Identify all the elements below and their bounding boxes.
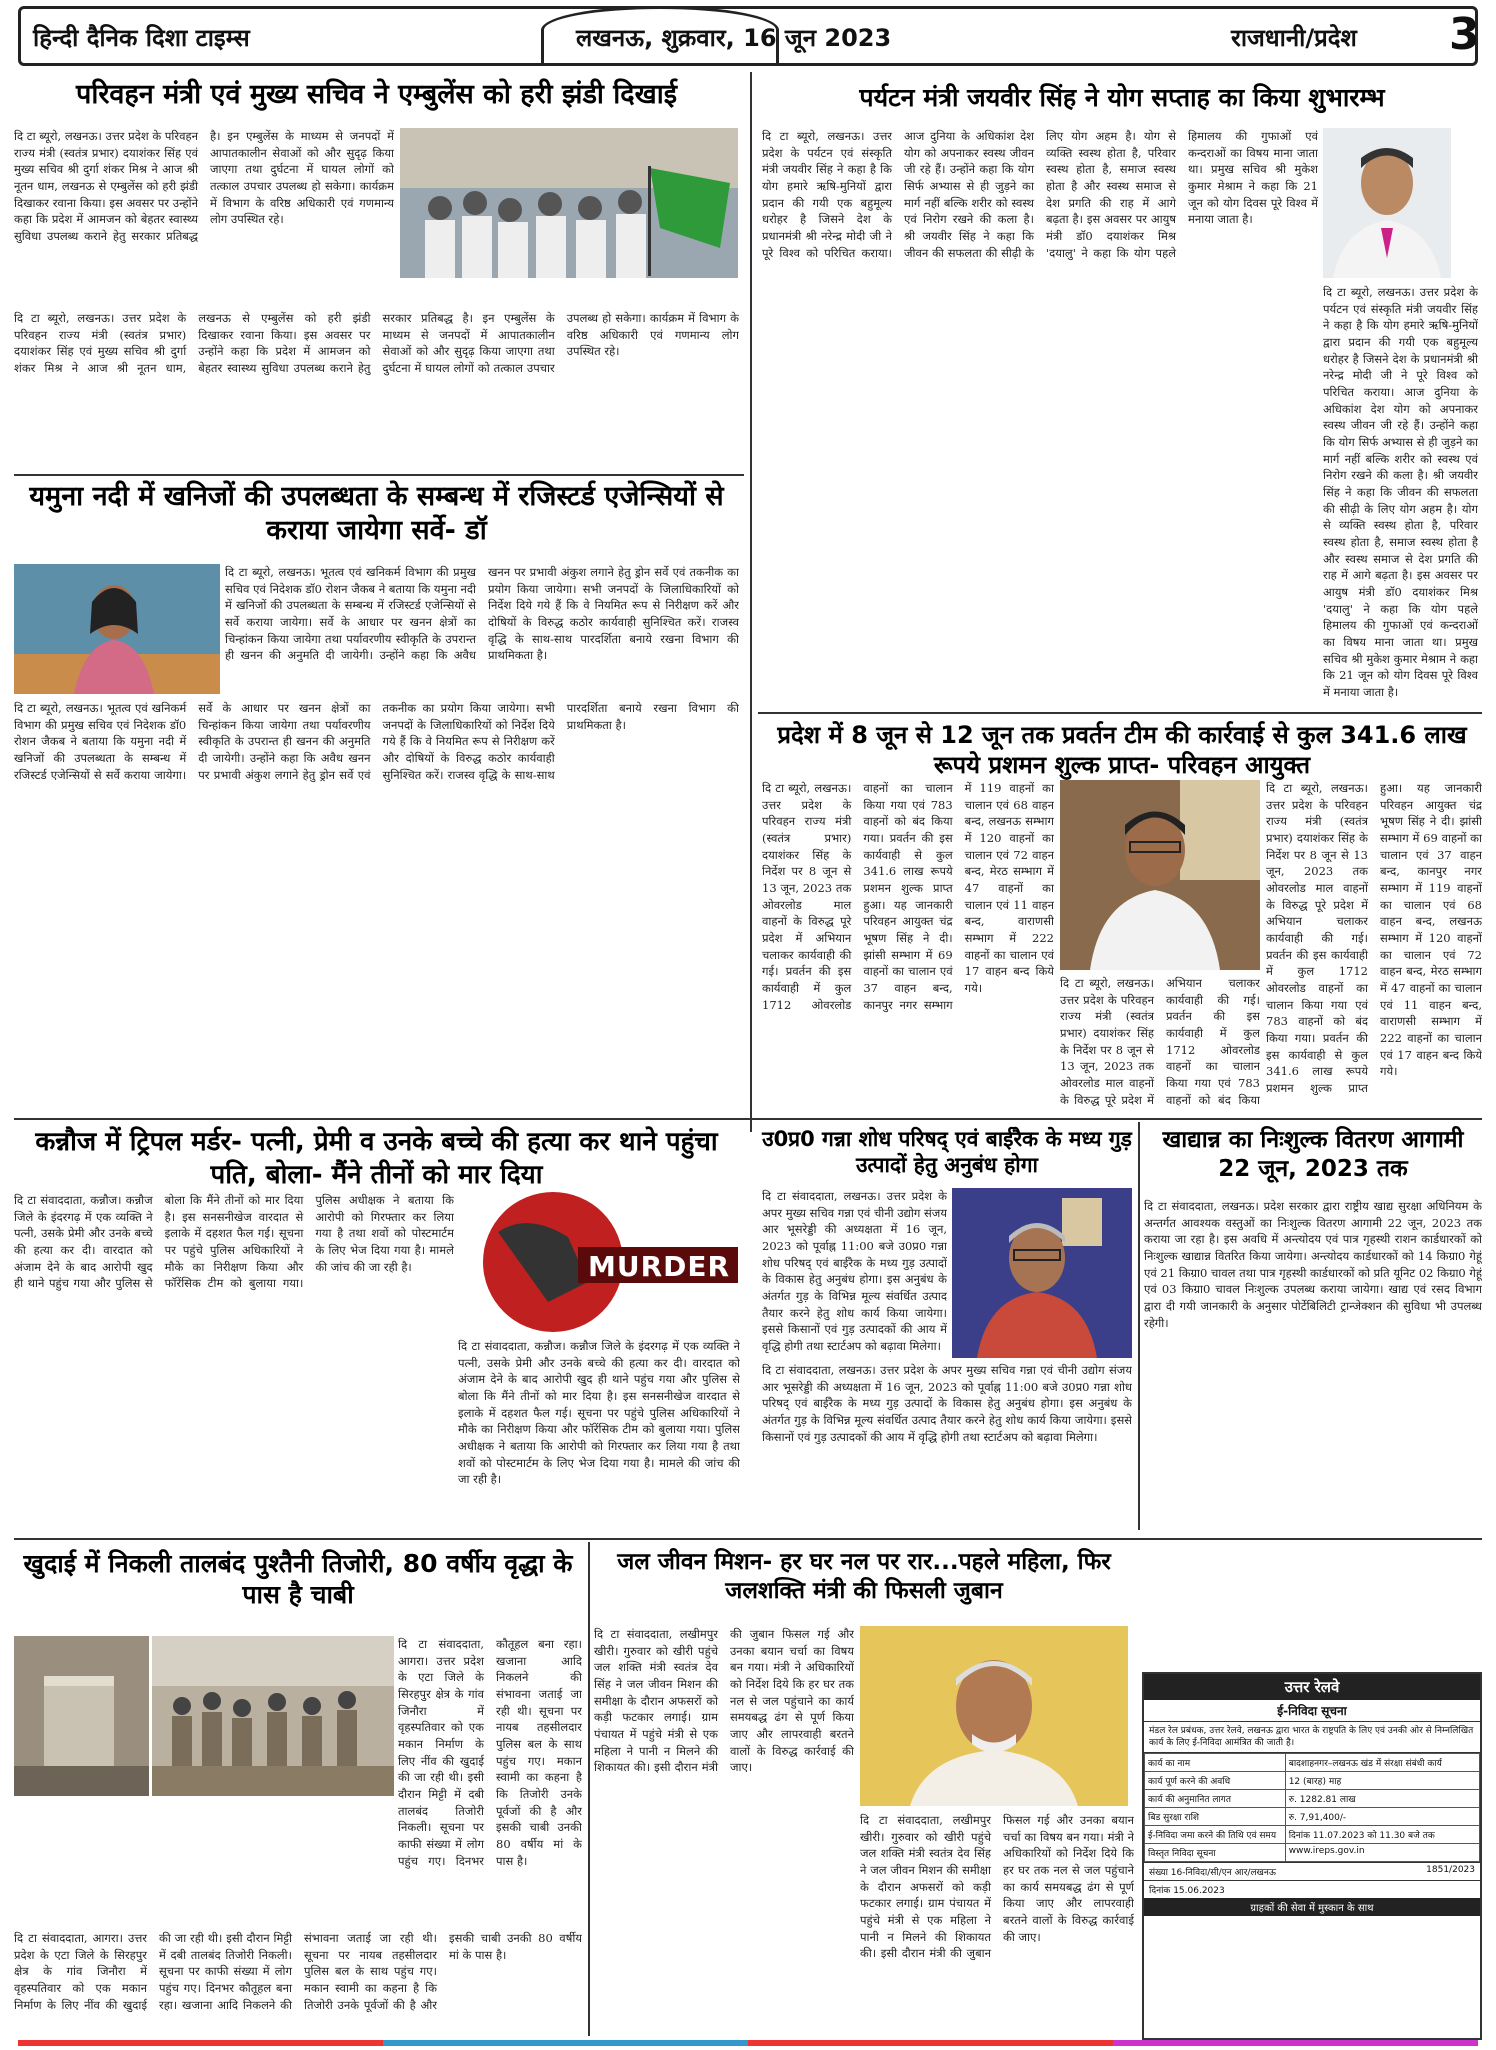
table-row xyxy=(1145,1808,1480,1826)
table-row xyxy=(1145,1790,1480,1808)
page-number: 3 xyxy=(1449,9,1480,60)
tender-code: 1851/2023 xyxy=(1426,1865,1475,1876)
tender-label: कार्य पूर्ण करने की अवधि xyxy=(1145,1772,1286,1790)
transport-commissioner-photo xyxy=(1060,780,1260,970)
body-ganna-continued: दि टा संवाददाता, लखनऊ। उत्तर प्रदेश के अपर मुख्य सचिव गन्ना एवं चीनी उद्योग संजय आर भूसरेड्डी की अध्यक्षता में 16 जून, 2023 को पूर्वाह्न 11:00 बजे उ0प्र0 गन्ना शोध परिषद् एवं बाईरैक के मध्य गुड़ उत्पादों के विकास हेतु अनुबंध होगा। इस अनुबंध के अंतर्गत गुड़ के विभिन्न मूल्य संवर्धित उत्पाद तैयार करने हेतु शोध कार्य किया जायेगा। इससे किसानों एवं गुड़ उत्पादकों की आय में वृद्धि होगी तथा स्टार्टअप को बढ़ावा मिलेगा। xyxy=(762,1363,1132,1444)
tender-value: बादशाहनगर–लखनऊ खंड में संरक्षा संबंधी कार्य xyxy=(1285,1754,1479,1772)
masthead xyxy=(18,6,1478,66)
body-transport: दि टा ब्यूरो, लखनऊ। उत्तर प्रदेश के परिवहन राज्य मंत्री (स्वतंत्र प्रभार) दयाशंकर सिंह के निर्देश पर 8 जून से 13 जून, 2023 तक ओवरलोड माल वाहनों के विरुद्ध पूरे प्रदेश में अभियान चलाकर कार्यवाही की गई। प्रवर्तन की इस कार्यवाही में कुल 1712 ओवरलोड वाहनों का चालान किया गया एवं 783 वाहनों को बंद किया गया। प्रवर्तन की इस कार्यवाही से कुल 341.6 लाख रूपये प्रशमन शुल्क प्राप्त हुआ। यह जानकारी परिवहन आयुक्त चंद्र भूषण सिंह ने दी। झांसी सम्भाग में 69 वाहनों का चालान एवं 37 वाहन बन्द, कानपुर नगर सम्भाग में 119 वाहनों का चालान एवं 68 वाहन बन्द, लखनऊ सम्भाग में 120 वाहनों का चालान एवं 72 वाहन बन्द, मेरठ सम्भाग में 47 वाहनों का चालान एवं 11 वाहन बन्द, वाराणसी सम्भाग में 222 वाहनों का चालान एवं 17 वाहन बन्द किये गये। xyxy=(762,781,1054,1012)
tender-label: ई-निविदा जमा करने की तिथि एवं समय xyxy=(1145,1826,1286,1844)
tender-notice-date: दिनांक 15.06.2023 xyxy=(1149,1886,1225,1897)
tijori-photo-crowd xyxy=(152,1636,394,1796)
tender-footer-date xyxy=(1144,1880,1480,1898)
table-row xyxy=(1145,1772,1480,1790)
tender-org: उत्तर रेलवे xyxy=(1144,1674,1480,1700)
divider xyxy=(14,474,744,476)
tender-title: ई-निविदा सूचना xyxy=(1144,1700,1480,1722)
tender-intro: मंडल रेल प्रबंधक, उत्तर रेलवे, लखनऊ द्वारा भारत के राष्ट्रपति के लिए एवं उनकी ओर से निम्नलिखित कार्य के लिए ई-निविदा आमंत्रित की जाती है। xyxy=(1144,1722,1480,1753)
body-ambulance: दि टा ब्यूरो, लखनऊ। उत्तर प्रदेश के परिवहन राज्य मंत्री (स्वतंत्र प्रभार) दयाशंकर सिंह एवं मुख्य सचिव श्री दुर्गा शंकर मिश्र ने आज श्री नूतन धाम, लखनऊ से एम्बुलेंस को हरी झंडी दिखाकर रवाना किया। इस अवसर पर उन्होंने कहा कि प्रदेश में आमजन को बेहतर स्वास्थ्य सुविधा उपलब्ध कराने हेतु सरकार प्रतिबद्ध है। इन एम्बुलेंस के माध्यम से जनपदों में आपातकालीन सेवाओं को और सुदृढ़ किया जाएगा तथा दुर्घटना में घायल लोगों को तत्काल उपचार उपलब्ध हो सकेगा। कार्यक्रम में विभाग के वरिष्ठ अधिकारी एवं गणमान्य लोग उपस्थित रहे। xyxy=(14,129,394,244)
body-yoga-continued: दि टा ब्यूरो, लखनऊ। उत्तर प्रदेश के पर्यटन एवं संस्कृति मंत्री जयवीर सिंह ने कहा है कि योग हमारे ऋषि-मुनियों द्वारा प्रदान की गयी एक बहुमूल्य धरोहर है जिसने देश के प्रधानमंत्री श्री नरेन्द्र मोदी जी ने पूरे विश्व को परिचित कराया। आज दुनिया के अधिकांश देश योग को अपनाकर स्वस्थ जीवन जी रहे हैं। उन्होंने कहा कि योग सिर्फ अभ्यास से ही जुड़ने का मार्ग नहीं बल्कि शरीर को स्वस्थ एवं निरोग रखने की कला है। श्री जयवीर सिंह ने कहा कि जीवन की सफलता की सीढ़ी के लिए योग अहम है। योग से व्यक्ति स्वस्थ होता है, परिवार स्वस्थ होता है, समाज स्वस्थ होता है और स्वस्थ समाज से देश प्रगति की राह में आगे बढ़ता है। इस अवसर पर आयुष मंत्री डॉ0 दयाशंकर मिश्र 'दयालु' ने कहा कि योग पहले हिमालय की गुफाओं एवं कन्दराओं का विषय माना जाता था। प्रमुख सचिव श्री मुकेश कुमार मेश्राम ने कहा कि 21 जून को योग दिवस पूरे विश्व में मनाया जाता है। xyxy=(1323,285,1478,700)
tender-value: www.ireps.gov.in xyxy=(1285,1844,1479,1862)
jalshakti-minister-photo xyxy=(860,1626,1128,1806)
divider xyxy=(1138,1122,1140,1530)
body-jaljeevan-continued: दि टा संवाददाता, लखीमपुर खीरी। गुरुवार को खीरी पहुंचे जल शक्ति मंत्री स्वतंत्र देव सिंह ने जल जीवन मिशन की समीक्षा के दौरान अफसरों को कड़ी फटकार लगाई। ग्राम पंचायत में पहुंचे मंत्री से एक महिला ने पानी न मिलने की शिकायत की। इसी दौरान मंत्री की जुबान फिसल गई और उनका बयान चर्चा का विषय बन गया। मंत्री ने अधिकारियों को निर्देश दिये कि हर घर तक नल से जल पहुंचाने का कार्य समयबद्ध ढंग से पूर्ण किया जाए और लापरवाही बरतने वालों के विरुद्ध कार्रवाई की जाए। xyxy=(860,1813,1134,1961)
body-yamuna-continued: दि टा ब्यूरो, लखनऊ। भूतत्व एवं खनिकर्म विभाग की प्रमुख सचिव एवं निदेशक डॉ0 रोशन जैकब ने बताया कि यमुना नदी में खनिजों की उपलब्धता के सम्बन्ध में रजिस्टर्ड एजेन्सियों से सर्वे कराया जायेगा। सर्वे के आधार पर खनन क्षेत्रों का चिन्हांकन किया जायेगा तथा पर्यावरणीय स्वीकृति के उपरान्त ही खनन की अनुमति दी जायेगी। उन्होंने कहा कि अवैध खनन पर प्रभावी अंकुश लगाने हेतु ड्रोन सर्वे एवं तकनीक का प्रयोग किया जायेगा। सभी जनपदों के जिलाधिकारियों को निर्देश दिये गये हैं कि वे नियमित रूप से निरीक्षण करें और दोषियों के विरुद्ध कठोर कार्यवाही सुनिश्चित करें। राजस्व वृद्धि के साथ-साथ पारदर्शिता बनाये रखना विभाग की प्राथमिकता है। xyxy=(14,701,739,782)
tender-notice xyxy=(1142,1672,1482,2040)
tender-label: कार्य का नाम xyxy=(1145,1754,1286,1772)
body-ambulance-continued: दि टा ब्यूरो, लखनऊ। उत्तर प्रदेश के परिवहन राज्य मंत्री (स्वतंत्र प्रभार) दयाशंकर सिंह एवं मुख्य सचिव श्री दुर्गा शंकर मिश्र ने आज श्री नूतन धाम, लखनऊ से एम्बुलेंस को हरी झंडी दिखाकर रवाना किया। इस अवसर पर उन्होंने कहा कि प्रदेश में आमजन को बेहतर स्वास्थ्य सुविधा उपलब्ध कराने हेतु सरकार प्रतिबद्ध है। इन एम्बुलेंस के माध्यम से जनपदों में आपातकालीन सेवाओं को और सुदृढ़ किया जाएगा तथा दुर्घटना में घायल लोगों को तत्काल उपचार उपलब्ध हो सकेगा। कार्यक्रम में विभाग के वरिष्ठ अधिकारी एवं गणमान्य लोग उपस्थित रहे। xyxy=(14,311,739,376)
tender-notice-number: संख्या 16-निविदा/सी/एन आर/लखनऊ xyxy=(1149,1868,1276,1879)
body-transport-bottom: दि टा ब्यूरो, लखनऊ। उत्तर प्रदेश के परिवहन राज्य मंत्री (स्वतंत्र प्रभार) दयाशंकर सिंह के निर्देश पर 8 जून से 13 जून, 2023 तक ओवरलोड माल वाहनों के विरुद्ध पूरे प्रदेश में अभियान चलाकर कार्यवाही की गई। प्रवर्तन की इस कार्यवाही में कुल 1712 ओवरलोड वाहनों का चालान किया गया एवं 783 वाहनों को बंद किया xyxy=(1060,976,1260,1107)
headline-transport: प्रदेश में 8 जून से 12 जून तक प्रवर्तन टीम की कार्रवाई से कुल 341.6 लाख रूपये प्रशमन शुल्क प्राप्त- परिवहन आयुक्त xyxy=(777,721,1467,779)
body-ganna: दि टा संवाददाता, लखनऊ। उत्तर प्रदेश के अपर मुख्य सचिव गन्ना एवं चीनी उद्योग संजय आर भूसरेड्डी की अध्यक्षता में 16 जून, 2023 को पूर्वाह्न 11:00 बजे उ0प्र0 गन्ना शोध परिषद् एवं बाईरैक के मध्य गुड़ उत्पादों के विकास हेतु अनुबंध होगा। इस अनुबंध के अंतर्गत गुड़ के विभिन्न मूल्य संवर्धित उत्पाद तैयार करने हेतु शोध कार्य किया जायेगा। इससे किसानों एवं गुड़ उत्पादकों की आय में वृद्धि होगी तथा स्टार्टअप को बढ़ावा मिलेगा। xyxy=(762,1189,947,1354)
table-row xyxy=(1145,1826,1480,1844)
headline-jaljeevan: जल जीवन मिशन- हर घर नल पर रार...पहले महिला, फिर जलशक्ति मंत्री की फिसली जुबान xyxy=(617,1549,1111,1604)
tender-value: 12 (बारह) माह xyxy=(1285,1772,1479,1790)
body-tijori: दि टा संवाददाता, आगरा। उत्तर प्रदेश के एटा जिले के सिरहपुर क्षेत्र के गांव जिनौरा में वृहस्पतिवार को एक मकान निर्माण के लिए नींव की खुदाई की जा रही थी। इसी दौरान मिट्टी में दबी तालबंद तिजोरी निकली। सूचना पर काफी संख्या में लोग पहुंच गए। दिनभर कौतूहल बना रहा। खजाना आदि निकलने की संभावना जताई जा रही थी। सूचना पर नायब तहसीलदार पुलिस बल के साथ पहुंच गए। मकान स्वामी का कहना है कि तिजोरी उनके पूर्वजों की है और इसकी चाबी उनकी 80 वर्षीय मां के पास है। xyxy=(14,1931,582,2012)
divider xyxy=(14,1118,1482,1120)
table-row xyxy=(1145,1754,1480,1772)
tender-slogan: ग्राहकों की सेवा में मुस्कान के साथ xyxy=(1144,1898,1480,1916)
ganna-official-photo xyxy=(952,1188,1132,1358)
ambulance-photo xyxy=(400,128,738,278)
table-row xyxy=(1145,1844,1480,1862)
body-yoga: दि टा ब्यूरो, लखनऊ। उत्तर प्रदेश के पर्यटन एवं संस्कृति मंत्री जयवीर सिंह ने कहा है कि योग हमारे ऋषि-मुनियों द्वारा प्रदान की गयी एक बहुमूल्य धरोहर है जिसने देश के प्रधानमंत्री श्री नरेन्द्र मोदी जी ने पूरे विश्व को परिचित कराया। आज दुनिया के अधिकांश देश योग को अपनाकर स्वस्थ जीवन जी रहे हैं। उन्होंने कहा कि योग सिर्फ अभ्यास से ही जुड़ने का मार्ग नहीं बल्कि शरीर को स्वस्थ एवं निरोग रखने की कला है। श्री जयवीर सिंह ने कहा कि जीवन की सफलता की सीढ़ी के लिए योग अहम है। योग से व्यक्ति स्वस्थ होता है, परिवार स्वस्थ होता है, समाज स्वस्थ होता है और स्वस्थ समाज से देश प्रगति की राह में आगे बढ़ता है। इस अवसर पर आयुष मंत्री डॉ0 दयाशंकर मिश्र 'दयालु' ने कहा कि योग पहले हिमालय की गुफाओं एवं कन्दराओं का विषय माना जाता था। प्रमुख सचिव श्री मुकेश कुमार मेश्राम ने कहा कि 21 जून को योग दिवस पूरे विश्व में मनाया जाता है। xyxy=(762,129,1318,260)
jaiveer-singh-photo xyxy=(1323,128,1451,278)
paper-name: हिन्दी दैनिक दिशा टाइम्स xyxy=(33,24,250,52)
headline-khadyann: खाद्यान्न का निःशुल्क वितरण आगामी 22 जून, 2023 तक xyxy=(1162,1127,1464,1182)
headline-yamuna: यमुना नदी में खनिजों की उपलब्धता के सम्बन्ध में रजिस्टर्ड एजेन्सियों से कराया जायेगा सर्वे- डॉ xyxy=(29,481,724,546)
headline-yoga: पर्यटन मंत्री जयवीर सिंह ने योग सप्ताह का किया शुभारम्भ xyxy=(859,83,1385,112)
body-kannauj: दि टा संवाददाता, कन्नौज। कन्नौज जिले के इंदरगढ़ में एक व्यक्ति ने पत्नी, उसके प्रेमी और उनके बच्चे की हत्या कर दी। वारदात को अंजाम देने के बाद आरोपी खुद ही थाने पहुंच गया और पुलिस से बोला कि मैंने तीनों को मार दिया है। इस सनसनीखेज वारदात से इलाके में दहशत फैल गई। सूचना पर पहुंचे पुलिस अधिकारियों ने मौके का निरीक्षण किया और फॉरेंसिक टीम को बुलाया गया। पुलिस अधीक्षक ने बताया कि आरोपी को गिरफ्तार कर लिया गया है तथा शवों को पोस्टमार्टम के लिए भेज दिया गया है। मामले की जांच की जा रही है। xyxy=(14,1193,454,1291)
tender-label: कार्य की अनुमानित लागत xyxy=(1145,1790,1286,1808)
section-name: राजधानी/प्रदेश xyxy=(1231,24,1357,52)
divider xyxy=(750,72,752,1132)
headline-tijori: खुदाई में निकली तालबंद पुश्तैनी तिजोरी, 80 वर्षीय वृद्धा के पास है चाबी xyxy=(23,1549,573,1610)
footer-color-bar xyxy=(18,2040,1478,2046)
tijori-photo-left xyxy=(14,1636,149,1796)
body-transport-continued: दि टा ब्यूरो, लखनऊ। उत्तर प्रदेश के परिवहन राज्य मंत्री (स्वतंत्र प्रभार) दयाशंकर सिंह के निर्देश पर 8 जून से 13 जून, 2023 तक ओवरलोड माल वाहनों के विरुद्ध पूरे प्रदेश में अभियान चलाकर कार्यवाही की गई। प्रवर्तन की इस कार्यवाही में कुल 1712 ओवरलोड वाहनों का चालान किया गया एवं 783 वाहनों को बंद किया गया। प्रवर्तन की इस कार्यवाही से कुल 341.6 लाख रूपये प्रशमन शुल्क प्राप्त हुआ। यह जानकारी परिवहन आयुक्त चंद्र भूषण सिंह ने दी। झांसी सम्भाग में 69 वाहनों का चालान एवं 37 वाहन बन्द, कानपुर नगर सम्भाग में 119 वाहनों का चालान एवं 68 वाहन बन्द, लखनऊ सम्भाग में 120 वाहनों का चालान एवं 72 वाहन बन्द, मेरठ सम्भाग में 47 वाहनों का चालान एवं 11 वाहन बन्द, वाराणसी सम्भाग में 222 वाहनों का चालान एवं 17 वाहन बन्द किये गये। xyxy=(1266,781,1482,1096)
body-yamuna: दि टा ब्यूरो, लखनऊ। भूतत्व एवं खनिकर्म विभाग की प्रमुख सचिव एवं निदेशक डॉ0 रोशन जैकब ने बताया कि यमुना नदी में खनिजों की उपलब्धता के सम्बन्ध में रजिस्टर्ड एजेन्सियों से सर्वे कराया जायेगा। सर्वे के आधार पर खनन क्षेत्रों का चिन्हांकन किया जायेगा तथा पर्यावरणीय स्वीकृति के उपरान्त ही खनन की अनुमति दी जायेगी। उन्होंने कहा कि अवैध खनन पर प्रभावी अंकुश लगाने हेतु ड्रोन सर्वे एवं तकनीक का प्रयोग किया जायेगा। सभी जनपदों के जिलाधिकारियों को निर्देश दिये गये हैं कि वे नियमित रूप से निरीक्षण करें और दोषियों के विरुद्ध कठोर कार्यवाही सुनिश्चित करें। राजस्व वृद्धि के साथ-साथ पारदर्शिता बनाये रखना विभाग की प्राथमिकता है। xyxy=(225,565,739,663)
murder-photo-caption: MURDER xyxy=(588,1250,731,1283)
tender-value: रु. 7,91,400/- xyxy=(1285,1808,1479,1826)
divider xyxy=(758,712,1482,714)
official-photo xyxy=(14,564,220,694)
body-tijori-side: दि टा संवाददाता, आगरा। उत्तर प्रदेश के एटा जिले के सिरहपुर क्षेत्र के गांव जिनौरा में वृहस्पतिवार को एक मकान निर्माण के लिए नींव की खुदाई की जा रही थी। इसी दौरान मिट्टी में दबी तालबंद तिजोरी निकली। सूचना पर काफी संख्या में लोग पहुंच गए। दिनभर कौतूहल बना रहा। खजाना आदि निकलने की संभावना जताई जा रही थी। सूचना पर नायब तहसीलदार पुलिस बल के साथ पहुंच गए। मकान स्वामी का कहना है कि तिजोरी उनके पूर्वजों की है और इसकी चाबी उनकी 80 वर्षीय मां के पास है। xyxy=(398,1637,582,1868)
tender-label: विस्तृत निविदा सूचना xyxy=(1145,1844,1286,1862)
headline-kannauj: कन्नौज में ट्रिपल मर्डर- पत्नी, प्रेमी व उनके बच्चे की हत्या कर थाने पहुंचा पति, बोला- मैंने तीनों को मार दिया xyxy=(35,1127,718,1190)
tender-table xyxy=(1144,1753,1480,1862)
body-jaljeevan: दि टा संवाददाता, लखीमपुर खीरी। गुरुवार को खीरी पहुंचे जल शक्ति मंत्री स्वतंत्र देव सिंह ने जल जीवन मिशन की समीक्षा के दौरान अफसरों को कड़ी फटकार लगाई। ग्राम पंचायत में पहुंचे मंत्री से एक महिला ने पानी न मिलने की शिकायत की। इसी दौरान मंत्री की जुबान फिसल गई और उनका बयान चर्चा का विषय बन गया। मंत्री ने अधिकारियों को निर्देश दिये कि हर घर तक नल से जल पहुंचाने का कार्य समयबद्ध ढंग से पूर्ण किया जाए और लापरवाही बरतने वालों के विरुद्ध कार्रवाई की जाए। xyxy=(594,1627,854,1775)
body-khadyann: दि टा संवाददाता, लखनऊ। प्रदेश सरकार द्वारा राष्ट्रीय खाद्य सुरक्षा अधिनियम के अन्तर्गत आवश्यक वस्तुओं का निःशुल्क वितरण आगामी 22 जून, 2023 तक कराया जा रहा है। इस अवधि में अन्त्योदय एवं पात्र गृहस्थी राशन कार्डधारकों को निःशुल्क खाद्यान्न वितरित किया जायेगा। अन्त्योदय कार्डधारकों को 14 किग्रा0 गेहूं एवं 21 किग्रा0 चावल तथा पात्र गृहस्थी कार्डधारकों को प्रति यूनिट 02 किग्रा0 गेहूं एवं 03 किग्रा0 चावल निःशुल्क उपलब्ध कराया जायेगा। खाद्य एवं रसद विभाग द्वारा दी गयी जानकारी के अनुसार पोर्टेबिलिटी ट्रान्जेक्शन की सुविधा भी उपलब्ध रहेगी। xyxy=(1144,1199,1482,1330)
tender-value: रु. 1282.81 लाख xyxy=(1285,1790,1479,1808)
tender-value: दिनांक 11.07.2023 को 11.30 बजे तक xyxy=(1285,1826,1479,1844)
murder-photo xyxy=(458,1192,740,1332)
dateline: लखनऊ, शुक्रवार, 16 जून 2023 xyxy=(576,24,892,52)
divider xyxy=(14,1538,1482,1540)
tender-footer xyxy=(1144,1862,1480,1880)
headline-ambulance: परिवहन मंत्री एवं मुख्य सचिव ने एम्बुलेंस को हरी झंडी दिखाई xyxy=(76,79,677,110)
divider xyxy=(588,1542,590,2036)
tender-label: बिड सुरक्षा राशि xyxy=(1145,1808,1286,1826)
body-kannauj-continued: दि टा संवाददाता, कन्नौज। कन्नौज जिले के इंदरगढ़ में एक व्यक्ति ने पत्नी, उसके प्रेमी और उनके बच्चे की हत्या कर दी। वारदात को अंजाम देने के बाद आरोपी खुद ही थाने पहुंच गया और पुलिस से बोला कि मैंने तीनों को मार दिया है। इस सनसनीखेज वारदात से इलाके में दहशत फैल गई। सूचना पर पहुंचे पुलिस अधिकारियों ने मौके का निरीक्षण किया और फॉरेंसिक टीम को बुलाया गया। पुलिस अधीक्षक ने बताया कि आरोपी को गिरफ्तार कर लिया गया है तथा शवों को पोस्टमार्टम के लिए भेज दिया गया है। मामले की जांच की जा रही है। xyxy=(458,1339,740,1487)
headline-ganna: उ0प्र0 गन्ना शोध परिषद् एवं बाईरैक के मध्य गुड़ उत्पादों हेतु अनुबंध होगा xyxy=(762,1127,1132,1178)
